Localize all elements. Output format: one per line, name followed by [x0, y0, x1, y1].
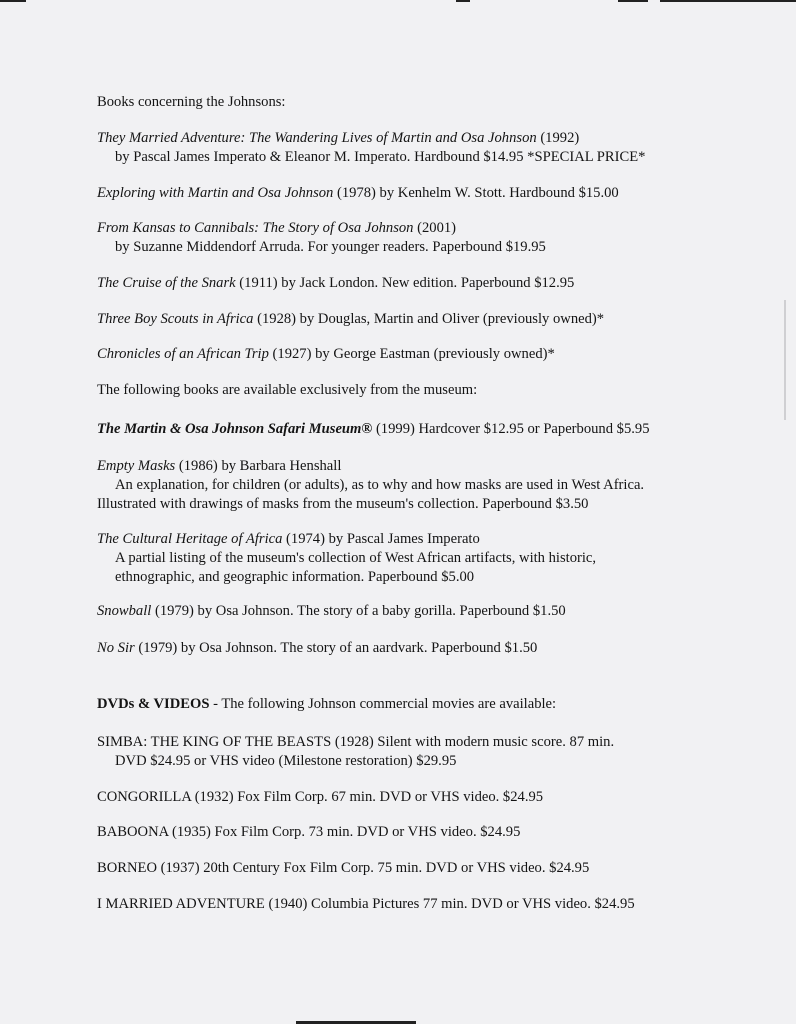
book-title: The Cultural Heritage of Africa: [97, 531, 283, 547]
book-entry: [97, 602, 757, 621]
section-heading-books: Books concerning the Johnsons:: [97, 94, 286, 110]
book-details: (1979) by Osa Johnson. The story of a baby gorilla. Paperbound $1.50: [151, 603, 566, 619]
book-details: (1928) by Douglas, Martin and Oliver (previously owned)*: [253, 311, 605, 327]
book-details: (2001): [413, 220, 457, 236]
book-details: (1978) by Kenhelm W. Stott. Hardbound $15.00: [333, 185, 619, 201]
book-entry: [97, 420, 757, 439]
book-details: (1986) by Barbara Henshall: [175, 458, 342, 474]
book-entry: [97, 129, 757, 167]
book-details-line: by Pascal James Imperato & Eleanor M. Imperato. Hardbound $14.95 *SPECIAL PRICE*: [115, 149, 646, 165]
book-title: Snowball: [97, 603, 152, 619]
book-entry: [97, 530, 757, 587]
museum-intro: The following books are available exclusively from the museum:: [97, 382, 478, 398]
book-details-line: ethnographic, and geographic information. Paperbound $5.00: [115, 569, 475, 585]
movie-line: DVD $24.95 or VHS video (Milestone restoration) $29.95: [115, 753, 457, 769]
book-entry: [97, 274, 757, 293]
book-title: No Sir: [97, 640, 135, 656]
movie-entry: [97, 895, 757, 914]
book-details-line: Illustrated with drawings of masks from the museum's collection. Paperbound $3.50: [97, 496, 589, 512]
movie-entry: [97, 788, 757, 807]
scan-mark: [456, 0, 470, 2]
movie-entry: [97, 823, 757, 842]
book-title: Three Boy Scouts in Africa: [97, 311, 254, 327]
book-entry: [97, 310, 757, 329]
dvd-intro: - The following Johnson commercial movies are available:: [209, 696, 557, 712]
movie-entry: [97, 733, 757, 771]
movie-line: CONGORILLA (1932) Fox Film Corp. 67 min. DVD or VHS video. $24.95: [97, 789, 544, 805]
book-title: The Cruise of the Snark: [97, 275, 236, 291]
book-title: From Kansas to Cannibals: The Story of Osa Johnson: [97, 220, 414, 236]
book-entry: [97, 639, 757, 658]
book-details-line: An explanation, for children (or adults), as to why and how masks are used in West Africa.: [115, 477, 645, 493]
book-details: (1911) by Jack London. New edition. Paperbound $12.95: [235, 275, 575, 291]
scan-mark: [660, 0, 796, 2]
book-title: Empty Masks: [97, 458, 176, 474]
movie-line: I MARRIED ADVENTURE (1940) Columbia Pictures 77 min. DVD or VHS video. $24.95: [97, 896, 635, 912]
book-entry: [97, 457, 757, 514]
movie-line: BORNEO (1937) 20th Century Fox Film Corp. 75 min. DVD or VHS video. $24.95: [97, 860, 590, 876]
book-details: (1974) by Pascal James Imperato: [282, 531, 480, 547]
book-entry: [97, 345, 757, 364]
book-details-line: A partial listing of the museum's collection of West African artifacts, with historic,: [115, 550, 597, 566]
dvd-section-heading: [97, 695, 757, 714]
paper-edge: [784, 300, 786, 420]
book-title: Exploring with Martin and Osa Johnson: [97, 185, 334, 201]
book-title: Chronicles of an African Trip: [97, 346, 269, 362]
book-details: (1979) by Osa Johnson. The story of an aardvark. Paperbound $1.50: [134, 640, 538, 656]
movie-entry: [97, 859, 757, 878]
book-entry: [97, 184, 757, 203]
book-title: The Martin & Osa Johnson Safari Museum®: [97, 421, 373, 437]
book-details: (1992): [536, 130, 580, 146]
book-details: (1927) by George Eastman (previously owned)*: [268, 346, 555, 362]
scan-mark: [618, 0, 648, 2]
movie-line: BABOONA (1935) Fox Film Corp. 73 min. DVD or VHS video. $24.95: [97, 824, 521, 840]
book-entry: [97, 219, 757, 257]
book-details: (1999) Hardcover $12.95 or Paperbound $5.95: [372, 421, 650, 437]
dvd-heading: DVDs & VIDEOS: [97, 696, 210, 712]
movie-line: SIMBA: THE KING OF THE BEASTS (1928) Silent with modern music score. 87 min.: [97, 734, 615, 750]
scan-mark: [0, 0, 26, 2]
book-title: They Married Adventure: The Wandering Lives of Martin and Osa Johnson: [97, 130, 537, 146]
book-details-line: by Suzanne Middendorf Arruda. For younger readers. Paperbound $19.95: [115, 239, 546, 255]
